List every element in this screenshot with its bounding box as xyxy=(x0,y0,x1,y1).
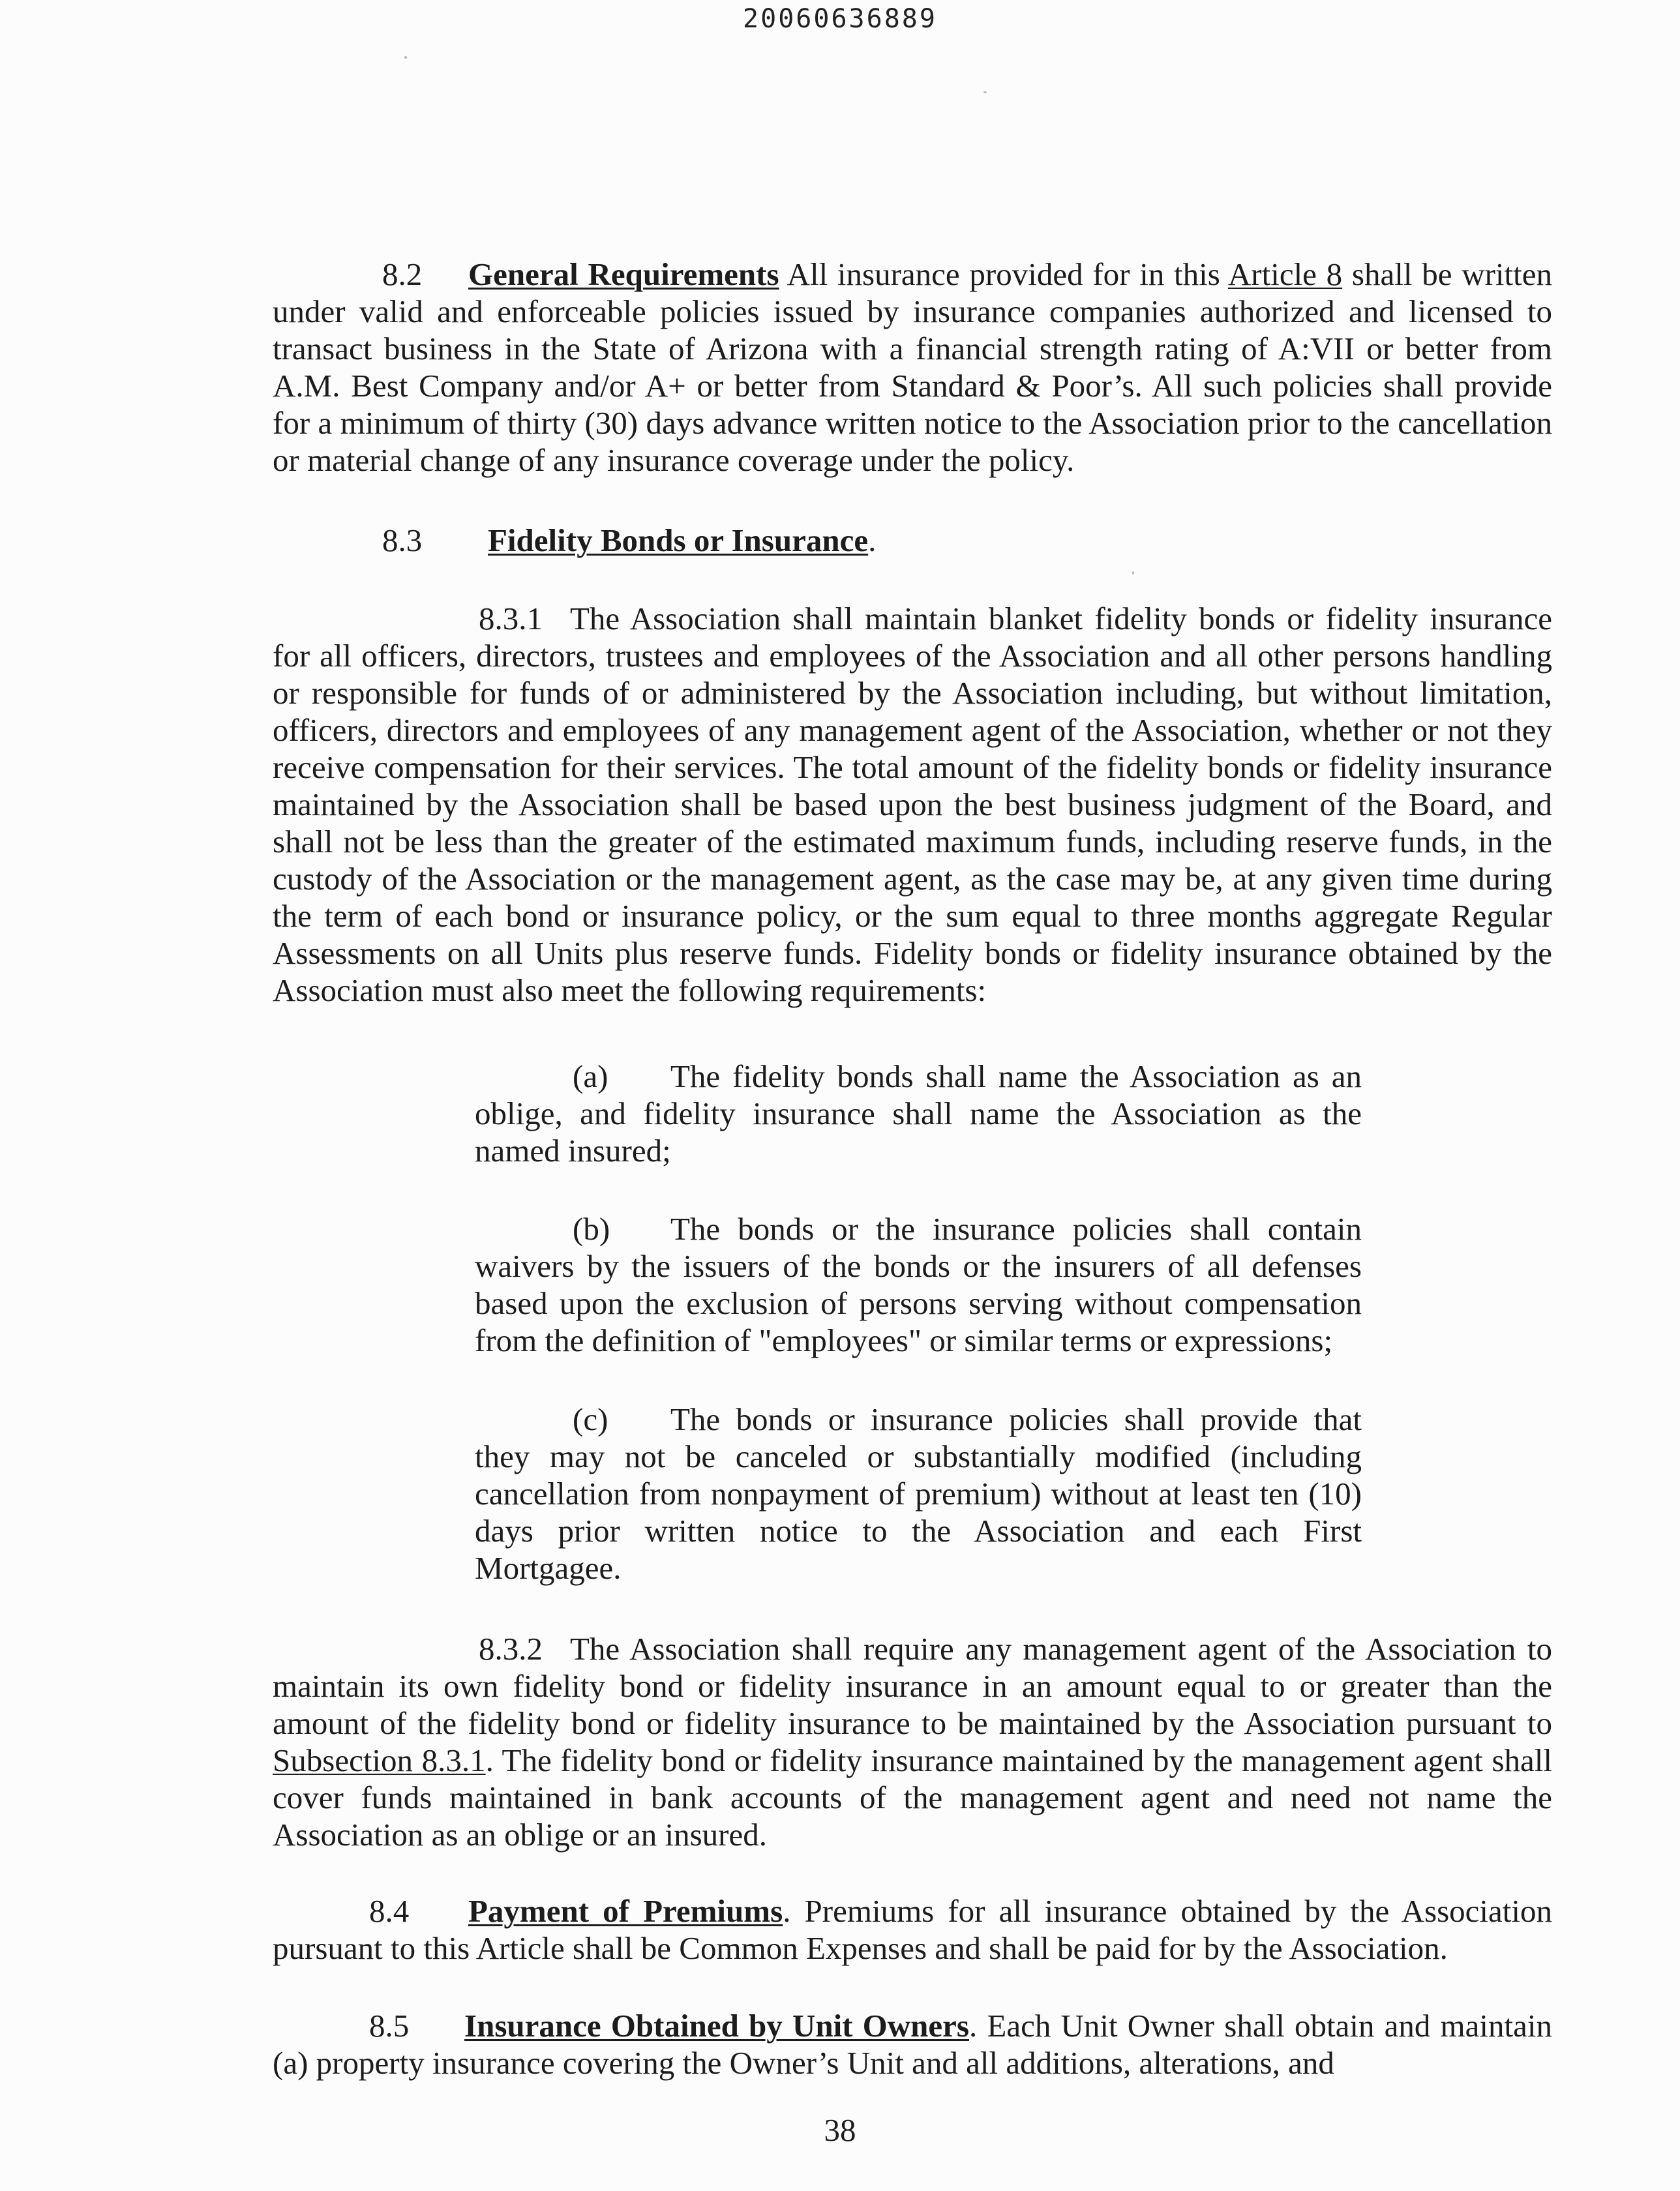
scan-speck xyxy=(1132,571,1134,574)
list-item-text: The bonds or insurance policies shall provide that they may not be canceled or substantially modified (including cancellation from nonpayment of premium) without at least ten (10) days prior written notice to the Association and each First Mortgagee. xyxy=(475,1401,1362,1586)
section-heading: Payment of Premiums xyxy=(468,1893,783,1929)
list-item-text: The bonds or the insurance policies shall contain waivers by the issuers of the bonds or the insurers of all defenses based upon the exclusion of persons serving without compensation from the definition of "employees" or similar terms or expressions; xyxy=(475,1211,1362,1358)
list-item xyxy=(475,1210,1362,1359)
section-heading: Insurance Obtained by Unit Owners xyxy=(464,2008,969,2044)
section-8-3-1-paragraph xyxy=(273,600,1552,1009)
section-text: shall be written under valid and enforceable policies issued by insurance companies authorized and licensed to transact business in the State of Arizona with a financial strength rating of A:VII or better from A.M. Best Company and/or A+ or better from Standard & Poor’s. All such policies shall provide for a minimum of thirty (30) days advance written notice to the Association prior to the cancellation or material change of any insurance coverage under the policy. xyxy=(273,256,1552,478)
list-item xyxy=(475,1058,1362,1169)
section-8-3-heading-line xyxy=(273,522,1552,559)
list-item-label: (a) xyxy=(573,1058,608,1094)
section-8-4-paragraph xyxy=(273,1892,1552,1967)
section-number: 8.3.1 xyxy=(479,601,543,636)
section-8-2 xyxy=(273,256,1552,479)
section-text: . Premiums for all insurance obtained by the Association pursuant to this Article shall be Common Expenses and shall be paid for by the Association. xyxy=(273,1893,1552,1966)
cross-reference: Subsection 8.3.1 xyxy=(273,1742,486,1778)
section-heading: General Requirements xyxy=(468,256,779,292)
section-text: The Association shall require any management agent of the Association to maintain its own fidelity bond or fidelity insurance in an amount equal to or greater than the amount of the fidelity bond or fidelity insurance to be maintained by the Association pursuant to xyxy=(273,1631,1552,1741)
section-number: 8.3 xyxy=(382,522,423,558)
section-8-3-2-paragraph xyxy=(273,1630,1552,1853)
scan-speck xyxy=(983,91,987,93)
page-number: 38 xyxy=(824,2112,856,2148)
section-8-5-paragraph xyxy=(273,2007,1552,2081)
scan-speck xyxy=(404,56,407,59)
list-item-label: (b) xyxy=(573,1211,610,1247)
cross-reference: Article 8 xyxy=(1227,256,1343,292)
section-text: . Each Unit Owner shall obtain and maintain (a) property insurance covering the Owner’s Unit and all additions, alterations, and xyxy=(273,2008,1552,2081)
list-item-text: The fidelity bonds shall name the Association as an oblige, and fidelity insurance shall name the Association as the named insured; xyxy=(475,1058,1362,1169)
section-number: 8.5 xyxy=(369,2008,410,2044)
section-number: 8.3.2 xyxy=(479,1631,543,1667)
section-8-5 xyxy=(273,2007,1552,2081)
section-number: 8.2 xyxy=(382,256,423,292)
section-8-3-1 xyxy=(273,600,1552,1009)
section-8-4 xyxy=(273,1892,1552,1967)
section-8-3 xyxy=(273,522,1552,559)
section-number: 8.4 xyxy=(369,1893,410,1929)
section-heading: Fidelity Bonds or Insurance xyxy=(488,522,869,558)
document-number: 20060636889 xyxy=(743,4,937,34)
section-text: . The fidelity bond or fidelity insurance maintained by the management agent shall cover funds maintained in bank accounts of the management agent and need not name the Association as an oblige or an insured. xyxy=(273,1742,1552,1853)
section-8-3-2 xyxy=(273,1630,1552,1853)
section-8-2-paragraph xyxy=(273,256,1552,479)
section-text: All insurance provided for in this xyxy=(779,256,1228,292)
heading-period: . xyxy=(868,522,877,558)
list-item-label: (c) xyxy=(573,1401,608,1437)
list-item xyxy=(475,1401,1362,1587)
section-text: The Association shall maintain blanket fidelity bonds or fidelity insurance for all officers, directors, trustees and employees of the Association and all other persons handling or responsible for funds of or administered by the Association including, but without limitation, officers, directors and employees of any management agent of the Association, whether or not they receive compensation for their services. The total amount of the fidelity bonds or fidelity insurance maintained by the Association shall be based upon the best business judgment of the Board, and shall not be less than the greater of the estimated maximum funds, including reserve funds, in the custody of the Association or the management agent, as the case may be, at any given time during the term of each bond or insurance policy, or the sum equal to three months aggregate Regular Assessments on all Units plus reserve funds. Fidelity bonds or fidelity insurance obtained by the Association must also meet the following requirements: xyxy=(273,601,1552,1008)
